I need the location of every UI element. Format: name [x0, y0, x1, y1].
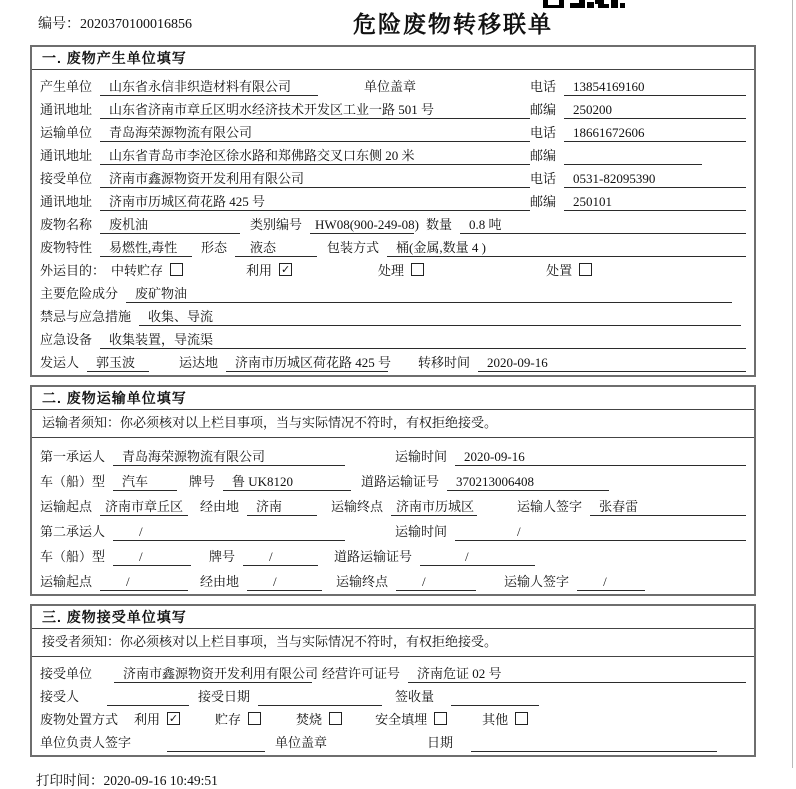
transporter-phone-value: 18661672606: [564, 124, 746, 142]
purpose-dispose-label: 处置: [546, 263, 573, 278]
serial-number: [38, 13, 192, 33]
purpose-treat-label: 处理: [378, 263, 405, 278]
vehicle2-type-label: 车（船）型: [40, 549, 106, 564]
page-title: 危险废物转移联单: [353, 11, 553, 37]
acceptor-value: [107, 688, 189, 706]
purpose-utilize-label: 利用: [246, 263, 273, 278]
waste-pack-label: 包装方式: [327, 240, 380, 255]
transporter-zip-group: [530, 145, 746, 165]
route2-end-label: 运输终点: [336, 574, 389, 589]
vehicle1-type-label: 车（船）型: [40, 474, 106, 489]
license-label: 经营许可证号: [322, 666, 401, 681]
hazard-components-label: 主要危险成分: [40, 286, 119, 301]
transporter-zip-label: 邮编: [530, 148, 557, 163]
route2-sign-value: /: [577, 573, 645, 591]
row-vehicle1: [40, 466, 746, 491]
transporter-address-label: 通讯地址: [40, 148, 93, 163]
sign-date-value: [471, 734, 717, 752]
receiver-zip-group: [530, 191, 746, 211]
transporter-phone-label: 电话: [530, 125, 557, 140]
route1-sign-value: 张春雷: [590, 498, 746, 516]
destination-value: 济南市历城区荷花路 425 号: [226, 354, 388, 372]
producer-address-value: 山东省济南市章丘区明水经济技术开发区工业一路 501 号: [100, 101, 530, 119]
row-emergency-equipment: [40, 326, 746, 349]
row-emergency-measures: [40, 303, 746, 326]
waste-qty-label: 数量: [426, 217, 453, 232]
waste-code-value: HW08(900-249-08): [310, 216, 414, 234]
section-producer-title: 一. 废物产生单位填写: [32, 47, 754, 70]
vehicle2-plate-label: 牌号: [209, 549, 236, 564]
route2-sign-label: 运输人签字: [504, 574, 570, 589]
waste-form-value: 液态: [235, 239, 317, 257]
route1-via-value: 济南: [247, 498, 317, 516]
waste-form-label: 形态: [201, 240, 228, 255]
route2-start-value: /: [100, 573, 188, 591]
vehicle1-plate-value: 鲁 UK8120: [223, 473, 351, 491]
disposal-other-checkbox: [515, 712, 528, 725]
receiver-phone-label: 电话: [530, 171, 557, 186]
serial-value: 2020370100016856: [80, 17, 192, 32]
section-producer: [30, 45, 756, 377]
route1-sign-label: 运输人签字: [517, 499, 583, 514]
sign-date-label: 日期: [427, 735, 454, 750]
producer-zip-label: 邮编: [530, 102, 557, 117]
purpose-treat-checkbox: [411, 263, 424, 276]
row-acceptor: [40, 683, 746, 706]
waste-pack-value: 桶(金属,数量 4 ): [387, 239, 746, 257]
transporter-unit-label: 运输单位: [40, 125, 93, 140]
row-transporter-address: [40, 142, 746, 165]
route1-start-value: 济南市章丘区: [100, 498, 188, 516]
transporter-zip-value: [564, 147, 702, 165]
producer-unit-value: 山东省永信非织造材料有限公司: [100, 78, 318, 96]
license-value: 济南危证 02 号: [408, 665, 746, 683]
row-route2: [40, 566, 746, 591]
carrier1-time-value: 2020-09-16: [455, 448, 746, 466]
waste-props-label: 废物特性: [40, 240, 93, 255]
row-signoff: [40, 729, 746, 752]
serial-label: 编号：: [38, 17, 80, 32]
row-carrier2: [40, 516, 746, 541]
disposal-utilize-label: 利用: [134, 712, 161, 727]
receiver-unit-label: 接受单位: [40, 171, 93, 186]
row-hazard-components: [40, 280, 746, 303]
disposal-option-utilize: [134, 709, 180, 729]
carrier1-value: 青岛海荣源物流有限公司: [113, 448, 345, 466]
received-qty-value: [451, 688, 539, 706]
row-receiver-address: [40, 188, 746, 211]
row-carrier1: [40, 441, 746, 466]
carrier1-time-label: 运输时间: [395, 449, 448, 464]
print-time-label: 打印时间：: [36, 773, 104, 788]
disposal-method-label: 废物处置方式: [40, 712, 119, 727]
disposal-incinerate-checkbox: [329, 712, 342, 725]
transporter-unit-value: 青岛海荣源物流有限公司: [100, 124, 530, 142]
responsible-sign-value: [167, 734, 265, 752]
receiver-zip-label: 邮编: [530, 194, 557, 209]
row-producer-address: [40, 96, 746, 119]
section-receive-title: 三. 废物接受单位填写: [32, 606, 754, 629]
row-disposal-method: [40, 706, 746, 729]
row-transfer-purpose: [40, 257, 746, 280]
hazard-components-value: 废矿物油: [126, 285, 732, 303]
receiver-address-value: 济南市历城区荷花路 425 号: [100, 193, 530, 211]
producer-zip-group: [530, 99, 746, 119]
receiver-phone-value: 0531-82095390: [564, 170, 746, 188]
disposal-store-label: 贮存: [215, 712, 242, 727]
route1-via-label: 经由地: [200, 499, 240, 514]
destination-label: 运达地: [179, 355, 219, 370]
emergency-equipment-label: 应急设备: [40, 332, 93, 347]
producer-phone-label: 电话: [530, 79, 557, 94]
purpose-dispose-checkbox: [579, 263, 592, 276]
waste-name-value: 废机油: [100, 216, 240, 234]
transfer-time-value: 2020-09-16: [478, 354, 746, 372]
disposal-option-store: [215, 709, 261, 729]
disposal-landfill-label: 安全填埋: [375, 712, 428, 727]
vehicle1-permit-value: 370213006408: [447, 473, 609, 491]
receiver-zip-value: 250101: [564, 193, 746, 211]
disposal-option-landfill: [375, 709, 447, 729]
carrier1-label: 第一承运人: [40, 449, 106, 464]
accept-date-value: [258, 688, 382, 706]
row-waste-props: [40, 234, 746, 257]
waste-code-label: 类别编号: [250, 217, 303, 232]
waste-qty-value: 0.8 吨: [460, 216, 746, 234]
vehicle2-type-value: /: [113, 548, 191, 566]
section-receive: [30, 604, 756, 757]
page-edge-divider: [792, 0, 793, 768]
carrier2-label: 第二承运人: [40, 524, 106, 539]
section-producer-rows: [32, 70, 754, 375]
vehicle1-type-value: 汽车: [113, 473, 177, 491]
row-waste-name: [40, 211, 746, 234]
receiver-unit-value: 济南市鑫源物资开发利用有限公司: [100, 170, 530, 188]
producer-phone-group: [530, 76, 746, 96]
producer-zip-value: 250200: [564, 101, 746, 119]
producer-unit-label: 产生单位: [40, 79, 93, 94]
receiver-phone-group: [530, 168, 746, 188]
responsible-sign-label: 单位负责人签字: [40, 735, 132, 750]
disposal-incinerate-label: 焚烧: [296, 712, 323, 727]
waste-props-value: 易燃性,毒性: [100, 239, 192, 257]
vehicle2-permit-label: 道路运输证号: [334, 549, 413, 564]
route1-end-label: 运输终点: [331, 499, 384, 514]
purpose-option-dispose: [546, 260, 592, 280]
route1-start-label: 运输起点: [40, 499, 93, 514]
purpose-option-storage: [111, 260, 183, 280]
purpose-storage-checkbox: [170, 263, 183, 276]
producer-phone-value: 13854169160: [564, 78, 746, 96]
row-receiver-unit: [40, 165, 746, 188]
route2-start-label: 运输起点: [40, 574, 93, 589]
dispatcher-value: 郭玉波: [87, 354, 149, 372]
route2-via-value: /: [247, 573, 322, 591]
row-route1: [40, 491, 746, 516]
route2-end-value: /: [396, 573, 476, 591]
row-receive-unit: [40, 660, 746, 683]
route2-via-label: 经由地: [200, 574, 240, 589]
disposal-option-incinerate: [296, 709, 342, 729]
route1-end-value: 济南市历城区: [391, 498, 477, 516]
section-transport: [30, 385, 756, 596]
manifest-document: [30, 0, 756, 789]
emergency-measures-value: 收集、导流: [139, 308, 741, 326]
receiver-address-label: 通讯地址: [40, 194, 93, 209]
carrier2-time-label: 运输时间: [395, 524, 448, 539]
accept-date-label: 接受日期: [198, 689, 251, 704]
transfer-time-label: 转移时间: [418, 355, 471, 370]
transporter-notice: 运输者须知：你必须核对以上栏目事项，当与实际情况不符时，有权拒绝接受。: [32, 410, 754, 438]
receive-unit-label: 接受单位: [40, 666, 93, 681]
dispatcher-label: 发运人: [40, 355, 80, 370]
row-transporter-unit: [40, 119, 746, 142]
purpose-utilize-checkbox: ✓: [280, 263, 291, 276]
row-producer-unit: [40, 73, 746, 96]
section-transport-rows: [32, 438, 754, 594]
receiver-notice: 接受者须知：你必须核对以上栏目事项，当与实际情况不符时，有权拒绝接受。: [32, 629, 754, 657]
transporter-phone-group: [530, 122, 746, 142]
emergency-measures-label: 禁忌与应急措施: [40, 309, 132, 324]
vehicle1-permit-label: 道路运输证号: [361, 474, 440, 489]
carrier2-time-value: /: [455, 523, 746, 541]
vehicle1-plate-label: 牌号: [189, 474, 216, 489]
disposal-landfill-checkbox: [434, 712, 447, 725]
transfer-purpose-label: 外运目的：: [40, 263, 106, 278]
purpose-option-treat: [378, 260, 424, 280]
carrier2-value: /: [113, 523, 345, 541]
unit-seal-label: 单位盖章: [364, 79, 417, 94]
disposal-other-label: 其他: [482, 712, 509, 727]
document-header: [30, 0, 756, 45]
section-transport-title: 二. 废物运输单位填写: [32, 387, 754, 410]
unit-seal-label-2: 单位盖章: [275, 735, 328, 750]
vehicle2-permit-value: /: [420, 548, 535, 566]
row-vehicle2: [40, 541, 746, 566]
row-dispatch: [40, 349, 746, 372]
disposal-store-checkbox: [248, 712, 261, 725]
disposal-utilize-checkbox: ✓: [168, 712, 179, 725]
emergency-equipment-value: 收集装置，导流渠: [100, 331, 746, 349]
waste-name-label: 废物名称: [40, 217, 93, 232]
purpose-storage-label: 中转贮存: [111, 263, 164, 278]
producer-address-label: 通讯地址: [40, 102, 93, 117]
vehicle2-plate-value: /: [243, 548, 318, 566]
purpose-option-utilize: [246, 260, 292, 280]
transporter-address-value: 山东省青岛市李沧区徐水路和郑佛路交叉口东侧 20 米: [100, 147, 530, 165]
disposal-option-other: [482, 709, 528, 729]
print-time-value: 2020-09-16 10:49:51: [103, 773, 218, 788]
receive-unit-value: 济南市鑫源物资开发利用有限公司: [114, 665, 312, 683]
received-qty-label: 签收量: [395, 689, 435, 704]
print-time: [30, 765, 756, 789]
section-receive-rows: [32, 657, 754, 755]
acceptor-label: 接受人: [40, 689, 80, 704]
